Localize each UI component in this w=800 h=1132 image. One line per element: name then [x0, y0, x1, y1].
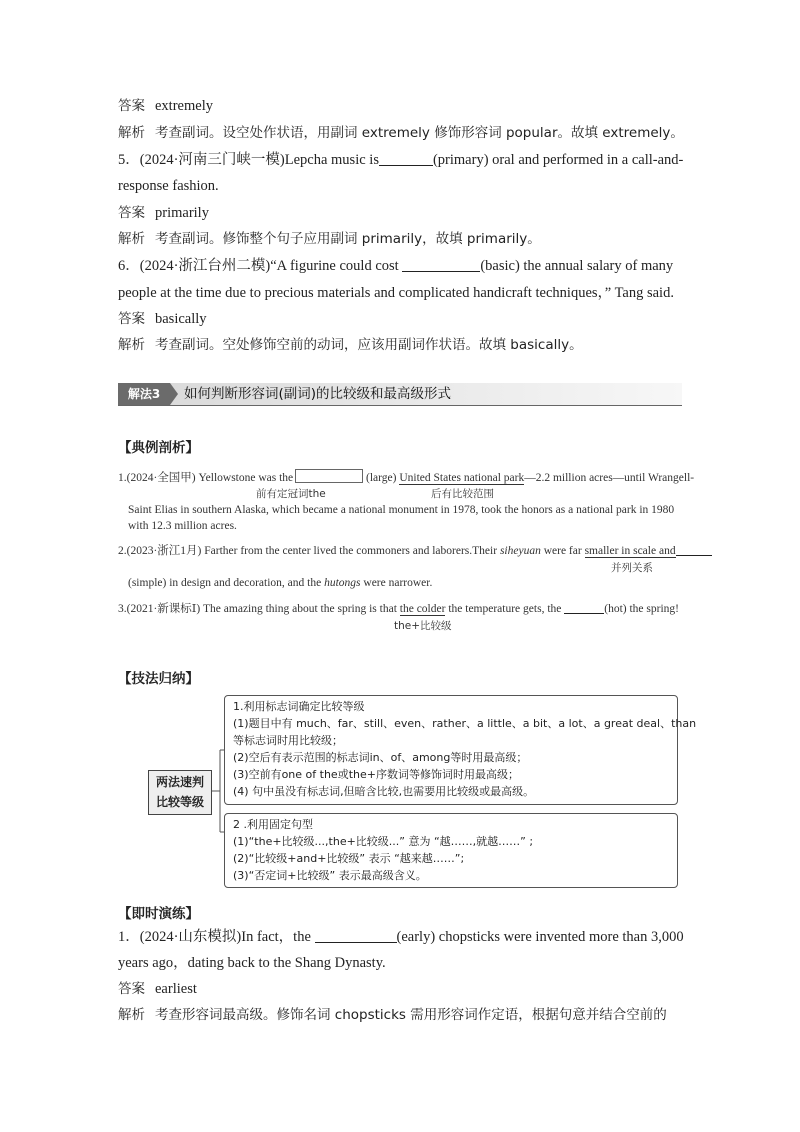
- example-3-marked: the colder: [399, 603, 446, 615]
- section-header: [118, 383, 682, 406]
- section-title: 如何判断形容词(副词)的比较级和最高级形式: [184, 386, 452, 402]
- practice-answer: [118, 979, 197, 999]
- method-1-rule-3: (3)空前有one of the或the+序数词等修饰词时用最高级；: [233, 768, 519, 781]
- question-5: [118, 150, 683, 170]
- practice-q1-prefix: 1．(2024·山东模拟)In fact，the: [118, 929, 315, 945]
- method-1-rule-4: (4) 句中虽没有标志词,但暗含比较,也需要用比较级或最高级。: [233, 785, 535, 798]
- practice-question-1: [118, 927, 684, 947]
- answer-label: 答案: [118, 98, 145, 114]
- answer-label: 答案: [118, 311, 145, 327]
- practice-heading: 【即时演练】: [118, 906, 199, 922]
- method-box-1: [224, 695, 697, 805]
- analysis-line-1: [118, 123, 684, 143]
- question-5-suffix: (primary) oral and performed in a call-and-: [432, 152, 684, 168]
- analysis-label: 解析: [118, 125, 145, 141]
- analysis-label: 解析: [118, 231, 145, 247]
- example-2-line2-b: were narrower.: [360, 577, 433, 589]
- example-2-line2-italic: hutongs: [324, 577, 361, 589]
- example-3-part-d: (hot) the spring!: [604, 603, 679, 615]
- answer-text: primarily: [155, 205, 209, 221]
- example-3-note: the+比较级: [394, 620, 452, 632]
- example-3-part-a: 3.(2021·新课标Ⅰ) The amazing thing about the spring is that: [118, 603, 400, 615]
- question-5-blank: [379, 151, 433, 166]
- example-1-line2: Saint Elias in southern Alaska, which became a national monument in 1978, took the honors as a national park in 1980: [128, 504, 675, 516]
- example-2-line1: [118, 544, 712, 559]
- example-3-part-c: the temperature gets, the: [445, 603, 565, 615]
- example-3-line1: [118, 602, 679, 617]
- analysis-text: 考查副词。设空处作状语，用副词 extremely 修饰形容词 popular。故填 extremely。: [155, 125, 684, 141]
- example-1-part-a: 1.(2024·全国甲) Yellowstone was the: [118, 472, 294, 484]
- example-1-marked: United States national park: [399, 472, 525, 484]
- analysis-text: 考查形容词最高级。修饰名词 chopsticks 需用形容词作定语，根据句意并结合空前的: [155, 1007, 667, 1023]
- example-2-blank: [676, 544, 712, 556]
- question-6-line2: people at the time due to precious materials and complicated handicraft techniques，” Tang said.: [118, 285, 674, 301]
- practice-q1-blank: [315, 928, 397, 943]
- method-2-pattern-3: (3)“否定词+比较级” 表示最高级含义。: [233, 869, 427, 882]
- analysis-label: 解析: [118, 1007, 145, 1023]
- question-6-prefix: 6．(2024·浙江台州二模)“A figurine could cost: [118, 258, 403, 274]
- answer-label: 答案: [118, 205, 145, 221]
- examples-heading: 【典例剖析】: [118, 440, 199, 456]
- practice-q1-suffix: (early) chopsticks were invented more than 3,000: [396, 929, 684, 945]
- analysis-line-5: [118, 229, 541, 249]
- analysis-label: 解析: [118, 337, 145, 353]
- example-2-marked: smaller in scale and: [584, 545, 676, 557]
- method-1-title: 1.利用标志词确定比较等级: [233, 700, 365, 713]
- section-badge: 解法3: [118, 383, 170, 405]
- analysis-text: 考查副词。空处修饰空前的动词，应该用副词作状语。故填 basically。: [155, 337, 583, 353]
- example-2-italic: siheyuan: [499, 545, 541, 557]
- method-1-rule-1: (1)题目中有 much、far、still、even、rather、a little、a bit、a lot、a great deal、than: [233, 717, 697, 730]
- answer-text: earliest: [155, 981, 197, 997]
- question-5-prefix: 5．(2024·河南三门峡一模)Lepcha music is: [118, 152, 379, 168]
- method-1-rule-1-cont: 等标志词时用比较级；: [233, 734, 343, 747]
- answer-text: extremely: [155, 98, 213, 114]
- question-6-blank: [402, 257, 480, 272]
- example-1-part-d: —2.2 million acres—until Wrangell-: [524, 472, 695, 484]
- example-1-note-range: 后有比较范围: [431, 488, 494, 500]
- method-2-pattern-2: (2)“比较级+and+比较级” 表示 “越来越……”;: [233, 852, 465, 865]
- question-6: [118, 256, 673, 276]
- method-title-line1: 两法速判: [155, 775, 204, 789]
- practice-analysis: [118, 1005, 667, 1025]
- methods-heading: 【技法归纳】: [118, 671, 199, 687]
- method-1-rule-2: (2)空后有表示范围的标志词in、of、among等时用最高级；: [233, 751, 528, 764]
- example-1-line1: [118, 469, 694, 486]
- method-box-2: [224, 813, 678, 888]
- method-2-title: 2 .利用固定句型: [233, 818, 313, 831]
- method-title-line2: 比较等级: [155, 795, 204, 809]
- example-2-line2: [128, 576, 432, 591]
- example-3-blank: [564, 602, 604, 614]
- question-6-suffix: (basic) the annual salary of many: [480, 258, 674, 274]
- example-2-note: 并列关系: [611, 562, 653, 574]
- method-2-pattern-1: (1)“the+比较级...,the+比较级...” 意为 “越……,就越……” ;: [233, 835, 534, 848]
- answer-line-6: [118, 309, 207, 329]
- example-1-blank: [295, 469, 363, 483]
- analysis-text: 考查副词。修饰整个句子应用副词 primarily，故填 primarily。: [155, 231, 541, 247]
- example-1-part-b: (large): [366, 472, 397, 484]
- example-2-line2-a: (simple) in design and decoration, and the: [128, 577, 325, 589]
- example-2-part-b: were far: [540, 545, 585, 557]
- answer-text: basically: [155, 311, 207, 327]
- question-5-line2: response fashion.: [118, 178, 219, 194]
- example-1-note-article: 前有定冠词the: [256, 488, 326, 500]
- answer-line-5: [118, 203, 209, 223]
- answer-line-1: [118, 96, 213, 116]
- method-title-box: [148, 770, 212, 815]
- analysis-line-6: [118, 335, 583, 355]
- answer-label: 答案: [118, 981, 145, 997]
- practice-question-1-line2: years ago，dating back to the Shang Dynasty.: [118, 955, 386, 971]
- example-2-part-a: 2.(2023·浙江1月) Farther from the center lived the commoners and laborers.Their: [118, 545, 500, 557]
- example-1-line3: with 12.3 million acres.: [128, 520, 237, 532]
